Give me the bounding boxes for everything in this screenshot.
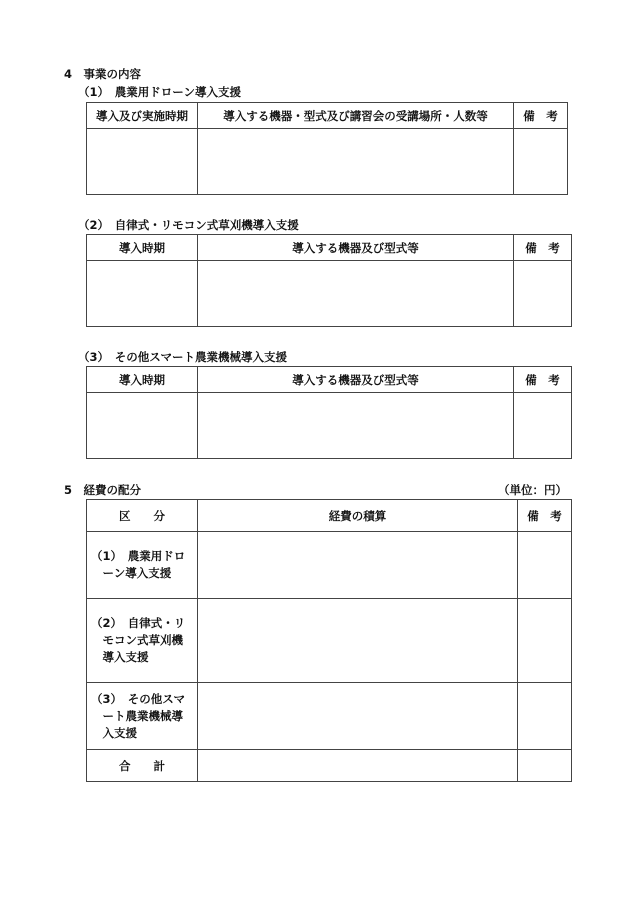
col-header-equipment: 導入する機器・型式及び講習会の受講場所・人数等 [198, 103, 514, 129]
cell-period[interactable] [87, 393, 198, 459]
total-label: 合 計 [87, 750, 198, 782]
cell-equipment[interactable] [198, 129, 514, 195]
col-header-period: 導入及び実施時期 [87, 103, 198, 129]
col-header-period: 導入時期 [87, 235, 198, 261]
subsection-3-title: （3） その他スマート農業機械導入支援 [78, 350, 288, 364]
table-row [87, 683, 572, 750]
col-header-estimate: 経費の積算 [198, 500, 518, 532]
subsection-1-title: （1） 農業用ドローン導入支援 [78, 85, 242, 99]
col-header-remarks: 備 考 [514, 103, 568, 129]
cell-remarks[interactable] [518, 683, 572, 750]
col-header-period: 導入時期 [87, 367, 198, 393]
cell-remarks[interactable] [514, 393, 572, 459]
cell-remarks[interactable] [518, 532, 572, 599]
col-header-category: 区 分 [87, 500, 198, 532]
subsection-2-title: （2） 自律式・リモコン式草刈機導入支援 [78, 218, 299, 232]
cell-estimate[interactable] [198, 532, 518, 599]
col-header-remarks: 備 考 [514, 367, 572, 393]
cell-total-remarks[interactable] [518, 750, 572, 782]
cell-equipment[interactable] [198, 261, 514, 327]
cell-remarks[interactable] [514, 261, 572, 327]
cell-period[interactable] [87, 129, 198, 195]
cell-equipment[interactable] [198, 393, 514, 459]
section-5-title: 5 経費の配分 [64, 483, 142, 497]
drone-support-table [86, 102, 568, 195]
col-header-equipment: 導入する機器及び型式等 [198, 235, 514, 261]
col-header-remarks: 備 考 [518, 500, 572, 532]
table-row [87, 599, 572, 683]
row-label-mower: （2） 自律式・リ モコン式草刈機 導入支援 [87, 599, 198, 683]
row-label-drone: （1） 農業用ドロ ーン導入支援 [87, 532, 198, 599]
cell-total-estimate[interactable] [198, 750, 518, 782]
smart-machinery-table [86, 366, 572, 459]
section-4-title: 4 事業の内容 [64, 67, 142, 81]
cell-estimate[interactable] [198, 599, 518, 683]
cell-period[interactable] [87, 261, 198, 327]
mower-support-table [86, 234, 572, 327]
unit-label: （単位：円） [498, 483, 567, 497]
col-header-equipment: 導入する機器及び型式等 [198, 367, 514, 393]
table-row-total [87, 750, 572, 782]
expense-allocation-table [86, 499, 572, 782]
cell-remarks[interactable] [514, 129, 568, 195]
row-label-smart: （3） その他スマ ート農業機械導 入支援 [87, 683, 198, 750]
table-row [87, 532, 572, 599]
cell-remarks[interactable] [518, 599, 572, 683]
col-header-remarks: 備 考 [514, 235, 572, 261]
cell-estimate[interactable] [198, 683, 518, 750]
